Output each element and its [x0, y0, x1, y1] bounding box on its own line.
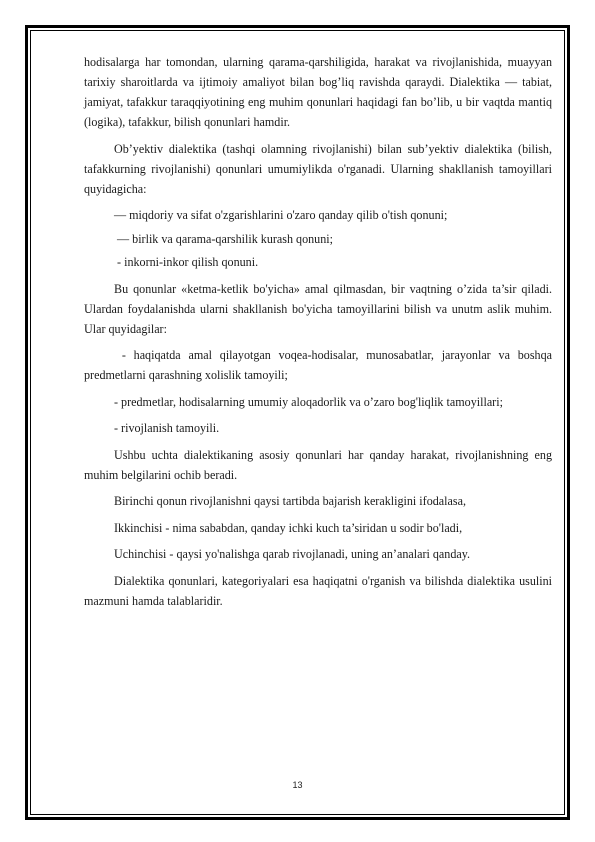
paragraph-dialectics-definition: hodisalarga har tomondan, ularning qarama-qarshiligida, harakat va rivojlanishida, muayyan tarixiy sharoitlarda va ijtimoiy amaliyot bilan bog’liq ravishda qaraydi. Dialektika — tabiat, jamiyat, tafakkur taraqqiyotining eng muhim qonunlari haqidagi fan bo’lib, u bir vaqtda mantiq (logika), tafakkur, bilish qonunlari hamdir. [84, 55, 552, 129]
paragraph-laws-act-simultaneously: Bu qonunlar «ketma-ketlik bo'yicha» amal qilmasdan, bir vaqtning o’zida ta’sir qiladi. Ulardan foydalanishda ularni shakllanish bo'yicha tamoyillarini bilish va unutm aslik muhim. Ular quyidagilar: [84, 281, 552, 336]
page-number: 13 [292, 780, 303, 790]
list-item-development-principle: - rivojlanish tamoyili. [114, 421, 220, 435]
paragraph-second-law: Ikkinchisi - nima sababdan, qanday ichki kuch ta’siridan u sodir bo'ladi, [114, 520, 463, 535]
paragraph-objective-subjective: Ob’yektiv dialektika (tashqi olamning rivojlanishi) bilan sub’yektiv dialektika (bilish, tafakkurning rivojlanishi) qonunlari umumiylikda o'rganadi. Ularning shakllanish tamoyillari quyidagicha: [84, 141, 552, 196]
list-item-interconnection-principle: - predmetlar, hodisalarning umumiy aloqadorlik va o’zaro bog'liqlik tamoyillari; [114, 394, 503, 409]
document-body [84, 52, 556, 617]
paragraph-third-law: Uchinchisi - qaysi yo'nalishga qarab rivojlanadi, uning an’analari qanday. [114, 547, 471, 561]
list-item-law-unity-opposites: — birlik va qarama-qarshilik kurash qonuni; [114, 231, 333, 246]
paragraph-laws-categories: Dialektika qonunlari, kategoriyalari esa haqiqatni o'rganish va bilishda dialektika usulini mazmuni hamda talablaridir. [84, 573, 552, 608]
paragraph-first-law: Birinchi qonun rivojlanishni qaysi tartibda bajarish kerakligini ifodalasa, [114, 494, 466, 508]
list-item-law-negation: - inkorni-inkor qilish qonuni. [114, 255, 259, 269]
list-item-law-quantity-quality: — miqdoriy va sifat o'zgarishlarini o'zaro qanday qilib o'tish qonuni; [114, 208, 448, 222]
paragraph-three-laws: Ushbu uchta dialektikaning asosiy qonunlari har qanday harakat, rivojlanishning eng muhim belgilarini ochib beradi. [84, 447, 552, 482]
list-item-objectivity-principle: - haqiqatda amal qilayotgan voqea-hodisalar, munosabatlar, jarayonlar va boshqa predmetlarni qarashning xolislik tamoyili; [84, 348, 556, 382]
